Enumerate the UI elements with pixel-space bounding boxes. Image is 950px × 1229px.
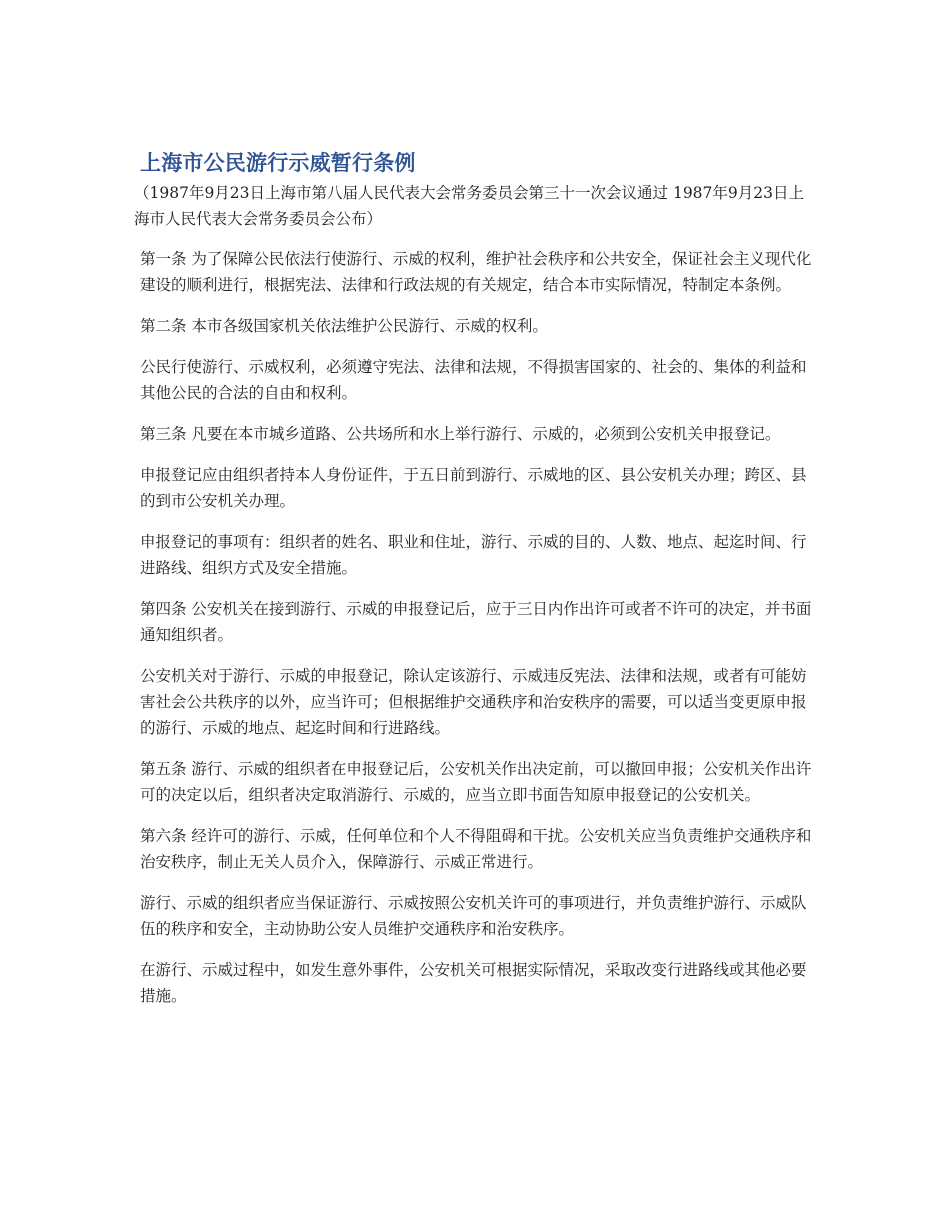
paragraph-article-5: 第五条 游行、示威的组织者在申报登记后，公安机关作出决定前，可以撤回申报；公安机关作出许可的决定以后，组织者决定取消游行、示威的，应当立即书面告知原申报登记的公安机关。 [140, 760, 812, 804]
document-title: 上海市公民游行示威暂行条例 [140, 151, 416, 175]
paragraph-article-2-clause: 公民行使游行、示威权利，必须遵守宪法、法律和法规，不得损害国家的、社会的、集体的利益和其他公民的合法的自由和权利。 [140, 358, 807, 402]
paragraph-article-6: 第六条 经许可的游行、示威，任何单位和个人不得阻碍和干扰。公安机关应当负责维护交通秩序和治安秩序，制止无关人员介入，保障游行、示威正常进行。 [140, 827, 812, 871]
paragraph-article-2: 第二条 本市各级国家机关依法维护公民游行、示威的权利。 [140, 317, 548, 335]
paragraph-article-1: 第一条 为了保障公民依法行使游行、示威的权利，维护社会秩序和公共安全，保证社会主义现代化建设的顺利进行，根据宪法、法律和行政法规的有关规定，结合本市实际情况，特制定本条例。 [140, 250, 812, 294]
paragraph-article-3-clause-1: 申报登记应由组织者持本人身份证件，于五日前到游行、示威地的区、县公安机关办理；跨区、县的到市公安机关办理。 [140, 466, 807, 510]
paragraph-article-3: 第三条 凡要在本市城乡道路、公共场所和水上举行游行、示威的，必须到公安机关申报登记。 [140, 425, 781, 443]
paragraph-article-3-clause-2: 申报登记的事项有：组织者的姓名、职业和住址，游行、示威的目的、人数、地点、起迄时间、行进路线、组织方式及安全措施。 [140, 533, 807, 577]
paragraph-article-4: 第四条 公安机关在接到游行、示威的申报登记后，应于三日内作出许可或者不许可的决定，并书面通知组织者。 [140, 600, 812, 644]
paragraph-article-6-clause-2: 在游行、示威过程中，如发生意外事件，公安机关可根据实际情况，采取改变行进路线或其他必要措施。 [140, 961, 807, 1005]
paragraph-article-6-clause-1: 游行、示威的组织者应当保证游行、示威按照公安机关许可的事项进行，并负责维护游行、示威队伍的秩序和安全，主动协助公安人员维护交通秩序和治安秩序。 [140, 894, 807, 938]
document-page [134, 148, 812, 1024]
document-subtitle: （1987年9月23日上海市第八届人民代表大会常务委员会第三十一次会议通过 1987年9月23日上海市人民代表大会常务委员会公布） [134, 184, 804, 228]
paragraph-article-4-clause: 公安机关对于游行、示威的申报登记，除认定该游行、示威违反宪法、法律和法规，或者有可能妨害社会公共秩序的以外，应当许可；但根据维护交通秩序和治安秩序的需要，可以适当变更原申报的游行、示威的地点、起迄时间和行进路线。 [140, 667, 807, 737]
